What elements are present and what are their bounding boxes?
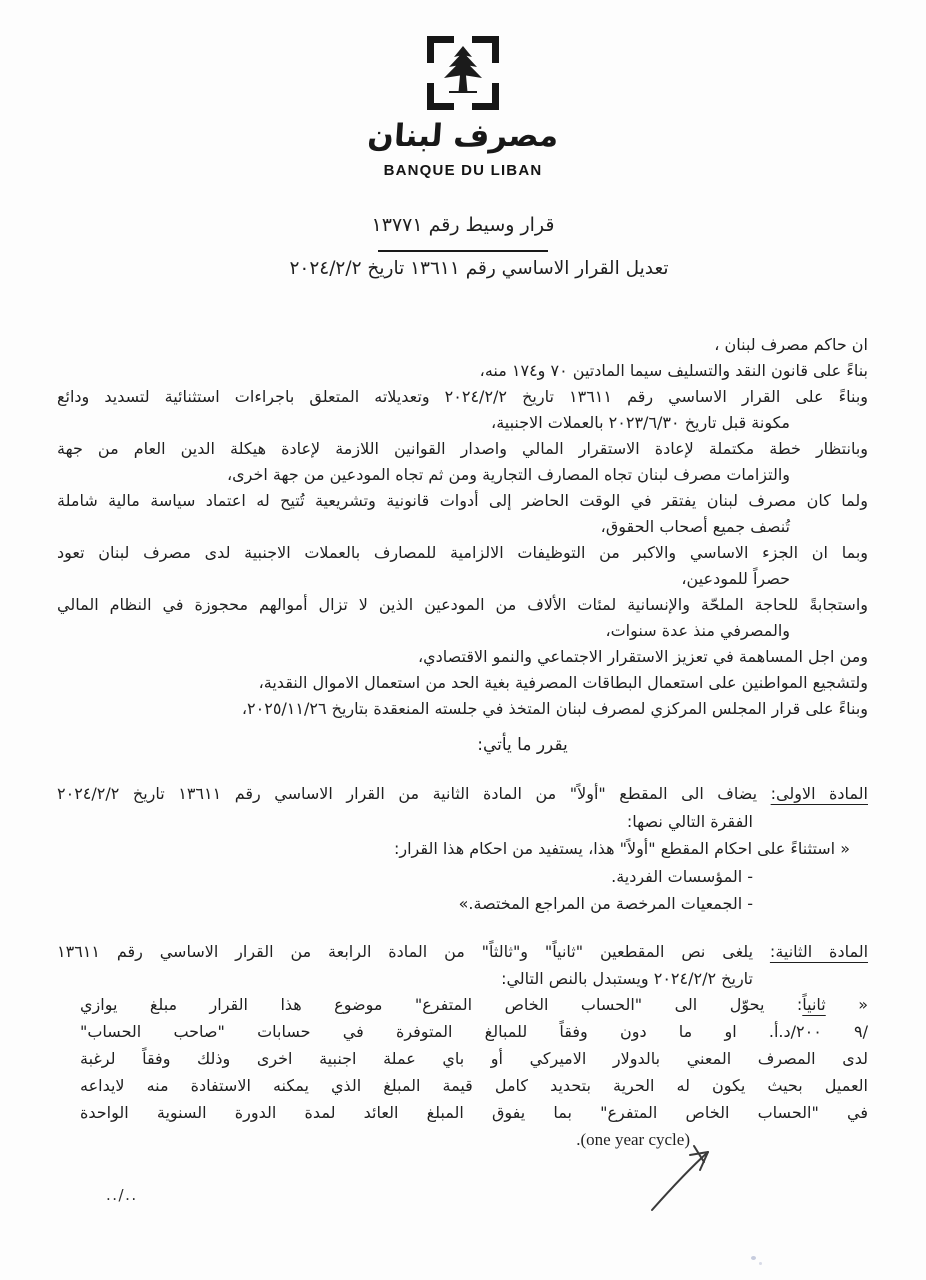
handwritten-arrow-mark xyxy=(640,1140,726,1224)
pen-arrow-icon xyxy=(640,1140,726,1220)
preamble-line: والمصرفي منذ عدة سنوات، xyxy=(605,621,790,640)
preamble-line: ولتشجيع المواطنين على استعمال البطاقات المصرفية بغية الحد من استعمال الاموال النقدية، xyxy=(258,673,868,692)
decision-number-title: قرار وسيط رقم ١٣٧٧١ xyxy=(371,214,555,236)
article-one-label: المادة الاولى: xyxy=(770,784,868,803)
clause-label: ثانياً xyxy=(802,995,826,1014)
article-one-line: الفقرة التالي نصها: xyxy=(626,811,753,831)
article-two xyxy=(57,938,868,992)
preamble-line: مكونة قبل تاريخ ٢٠٢٣/٦/٣٠ بالعملات الاجنبية، xyxy=(491,413,790,432)
clause-line: لدى المصرف المعني بالدولار الاميركي أو باي عملة اجنبية اخرى وذلك وفقاً لرغبة xyxy=(80,1049,868,1068)
scan-artifact-dot xyxy=(759,1262,762,1265)
preamble-line: حصراً للمودعين، xyxy=(681,569,790,588)
decision-subject-title xyxy=(0,258,926,279)
preamble-line: وبما ان الجزء الاساسي والاكبر من التوظيفات الالزامية للمصارف بالعملات الاجنبية لدى مصرف لبنان تعود xyxy=(57,543,868,562)
preamble-line: ولما كان مصرف لبنان يفتقر في الوقت الحاضر إلى أدوات قانونية وتشريعية تُتيح له اعتماد سياسة مالية شاملة xyxy=(57,491,868,510)
bdl-logo xyxy=(0,34,926,118)
preamble-line: ومن اجل المساهمة في تعزيز الاستقرار الاجتماعي والنمو الاقتصادي، xyxy=(417,647,868,666)
one-year-cycle-note: (one year cycle). xyxy=(576,1130,690,1149)
article-two-text: يلغى نص المقطعين "ثانياً" و"ثالثاً" من المادة الرابعة من القرار الاساسي رقم ١٣٦١١ xyxy=(57,942,770,961)
cedar-tree-in-brackets-icon xyxy=(425,34,501,114)
article-one-bullet: - الجمعيات المرخصة من المراجع المختصة.» xyxy=(458,894,753,913)
preamble-line: ان حاكم مصرف لبنان ، xyxy=(714,335,868,354)
preamble xyxy=(57,332,868,722)
article-one-text: يضاف الى المقطع "أولاً" من المادة الثانية من القرار الاساسي رقم ١٣٦١١ تاريخ ٢٠٢٤/٢/٢ xyxy=(57,784,771,803)
preamble-line: وبناءً على قرار المجلس المركزي لمصرف لبنان المتخذ في جلسته المنعقدة بتاريخ ٢٠٢٥/١١/٢٦، xyxy=(241,699,868,718)
preamble-line: تُنصف جميع أصحاب الحقوق، xyxy=(600,517,790,536)
open-quote-mark: « xyxy=(825,995,869,1014)
clause-line: /٩ ٢٠٠/د.أ. او ما دون وفقاً للمبالغ المتوفرة في حسابات "صاحب الحساب" xyxy=(80,1022,868,1041)
preamble-line: والتزامات مصرف لبنان تجاه المصارف التجارية ومن ثم تجاه المودعين من جهة اخرى، xyxy=(226,465,790,484)
cedar-tree-icon xyxy=(444,46,482,93)
article-two-label: المادة الثانية: xyxy=(769,942,869,961)
title-underline-rule xyxy=(378,250,548,252)
article-one-quote-line: « استثناءً على احكام المقطع "أولاً" هذا، يستفيد من احكام هذا القرار: xyxy=(393,839,850,858)
preamble-line: بناءً على قانون النقد والتسليف سيما المادتين ٧٠ و١٧٤ منه، xyxy=(479,361,868,380)
article-one xyxy=(57,780,868,918)
article-two-line: تاريخ ٢٠٢٤/٢/٢ ويستبدل بالنص التالي: xyxy=(501,969,753,988)
bank-name-arabic: مصرف لبنان xyxy=(366,118,560,154)
scan-artifact-dot xyxy=(751,1256,756,1260)
article-one-bullet: - المؤسسات الفردية. xyxy=(611,866,753,886)
decision-subject-text: تعديل القرار الاساسي رقم ١٣٦١١ تاريخ ٢٠٢٤/٢/٢ xyxy=(289,258,669,279)
clause-label-colon: : xyxy=(796,995,803,1014)
continuation-mark: ../.. xyxy=(106,1186,138,1204)
article-two-clause xyxy=(57,991,868,1153)
clause-text: يحوّل الى "الحساب الخاص المتفرع" موضوع هذا القرار مبلغ يوازي xyxy=(80,995,797,1014)
preamble-line: واستجابةً للحاجة الملحّة والإنسانية لمئات الألاف من المودعين الذين لا تزال أموالهم محجوزة في النظام المالي xyxy=(57,595,868,614)
preamble-line: وبناءً على القرار الاساسي رقم ١٣٦١١ تاريخ ٢٠٢٤/٢/٢ وتعديلاته المتعلق باجراءات استثنائية لتسديد ودائع xyxy=(57,387,869,406)
clause-line: في "الحساب الخاص المتفرع" بما يفوق المبلغ العائد لمدة الدورة السنوية الواحدة xyxy=(80,1103,868,1122)
article-one-heading-line xyxy=(57,780,868,808)
bank-name-latin: BANQUE DU LIBAN xyxy=(383,162,543,179)
clause-line: العميل بحيث يكون له الحرية بتحديد كامل قيمة المبلغ الذي يمكنه الاستفادة منه لايداعه xyxy=(80,1076,868,1095)
clause-line xyxy=(80,991,868,1018)
article-two-heading-line xyxy=(57,938,868,965)
preamble-line: وبانتظار خطة مكتملة لإعادة الاستقرار المالي واصدار القوانين اللازمة لإعادة هيكلة الدين العام من جهة xyxy=(57,439,868,458)
decree-clause: يقرر ما يأتي: xyxy=(477,735,568,755)
